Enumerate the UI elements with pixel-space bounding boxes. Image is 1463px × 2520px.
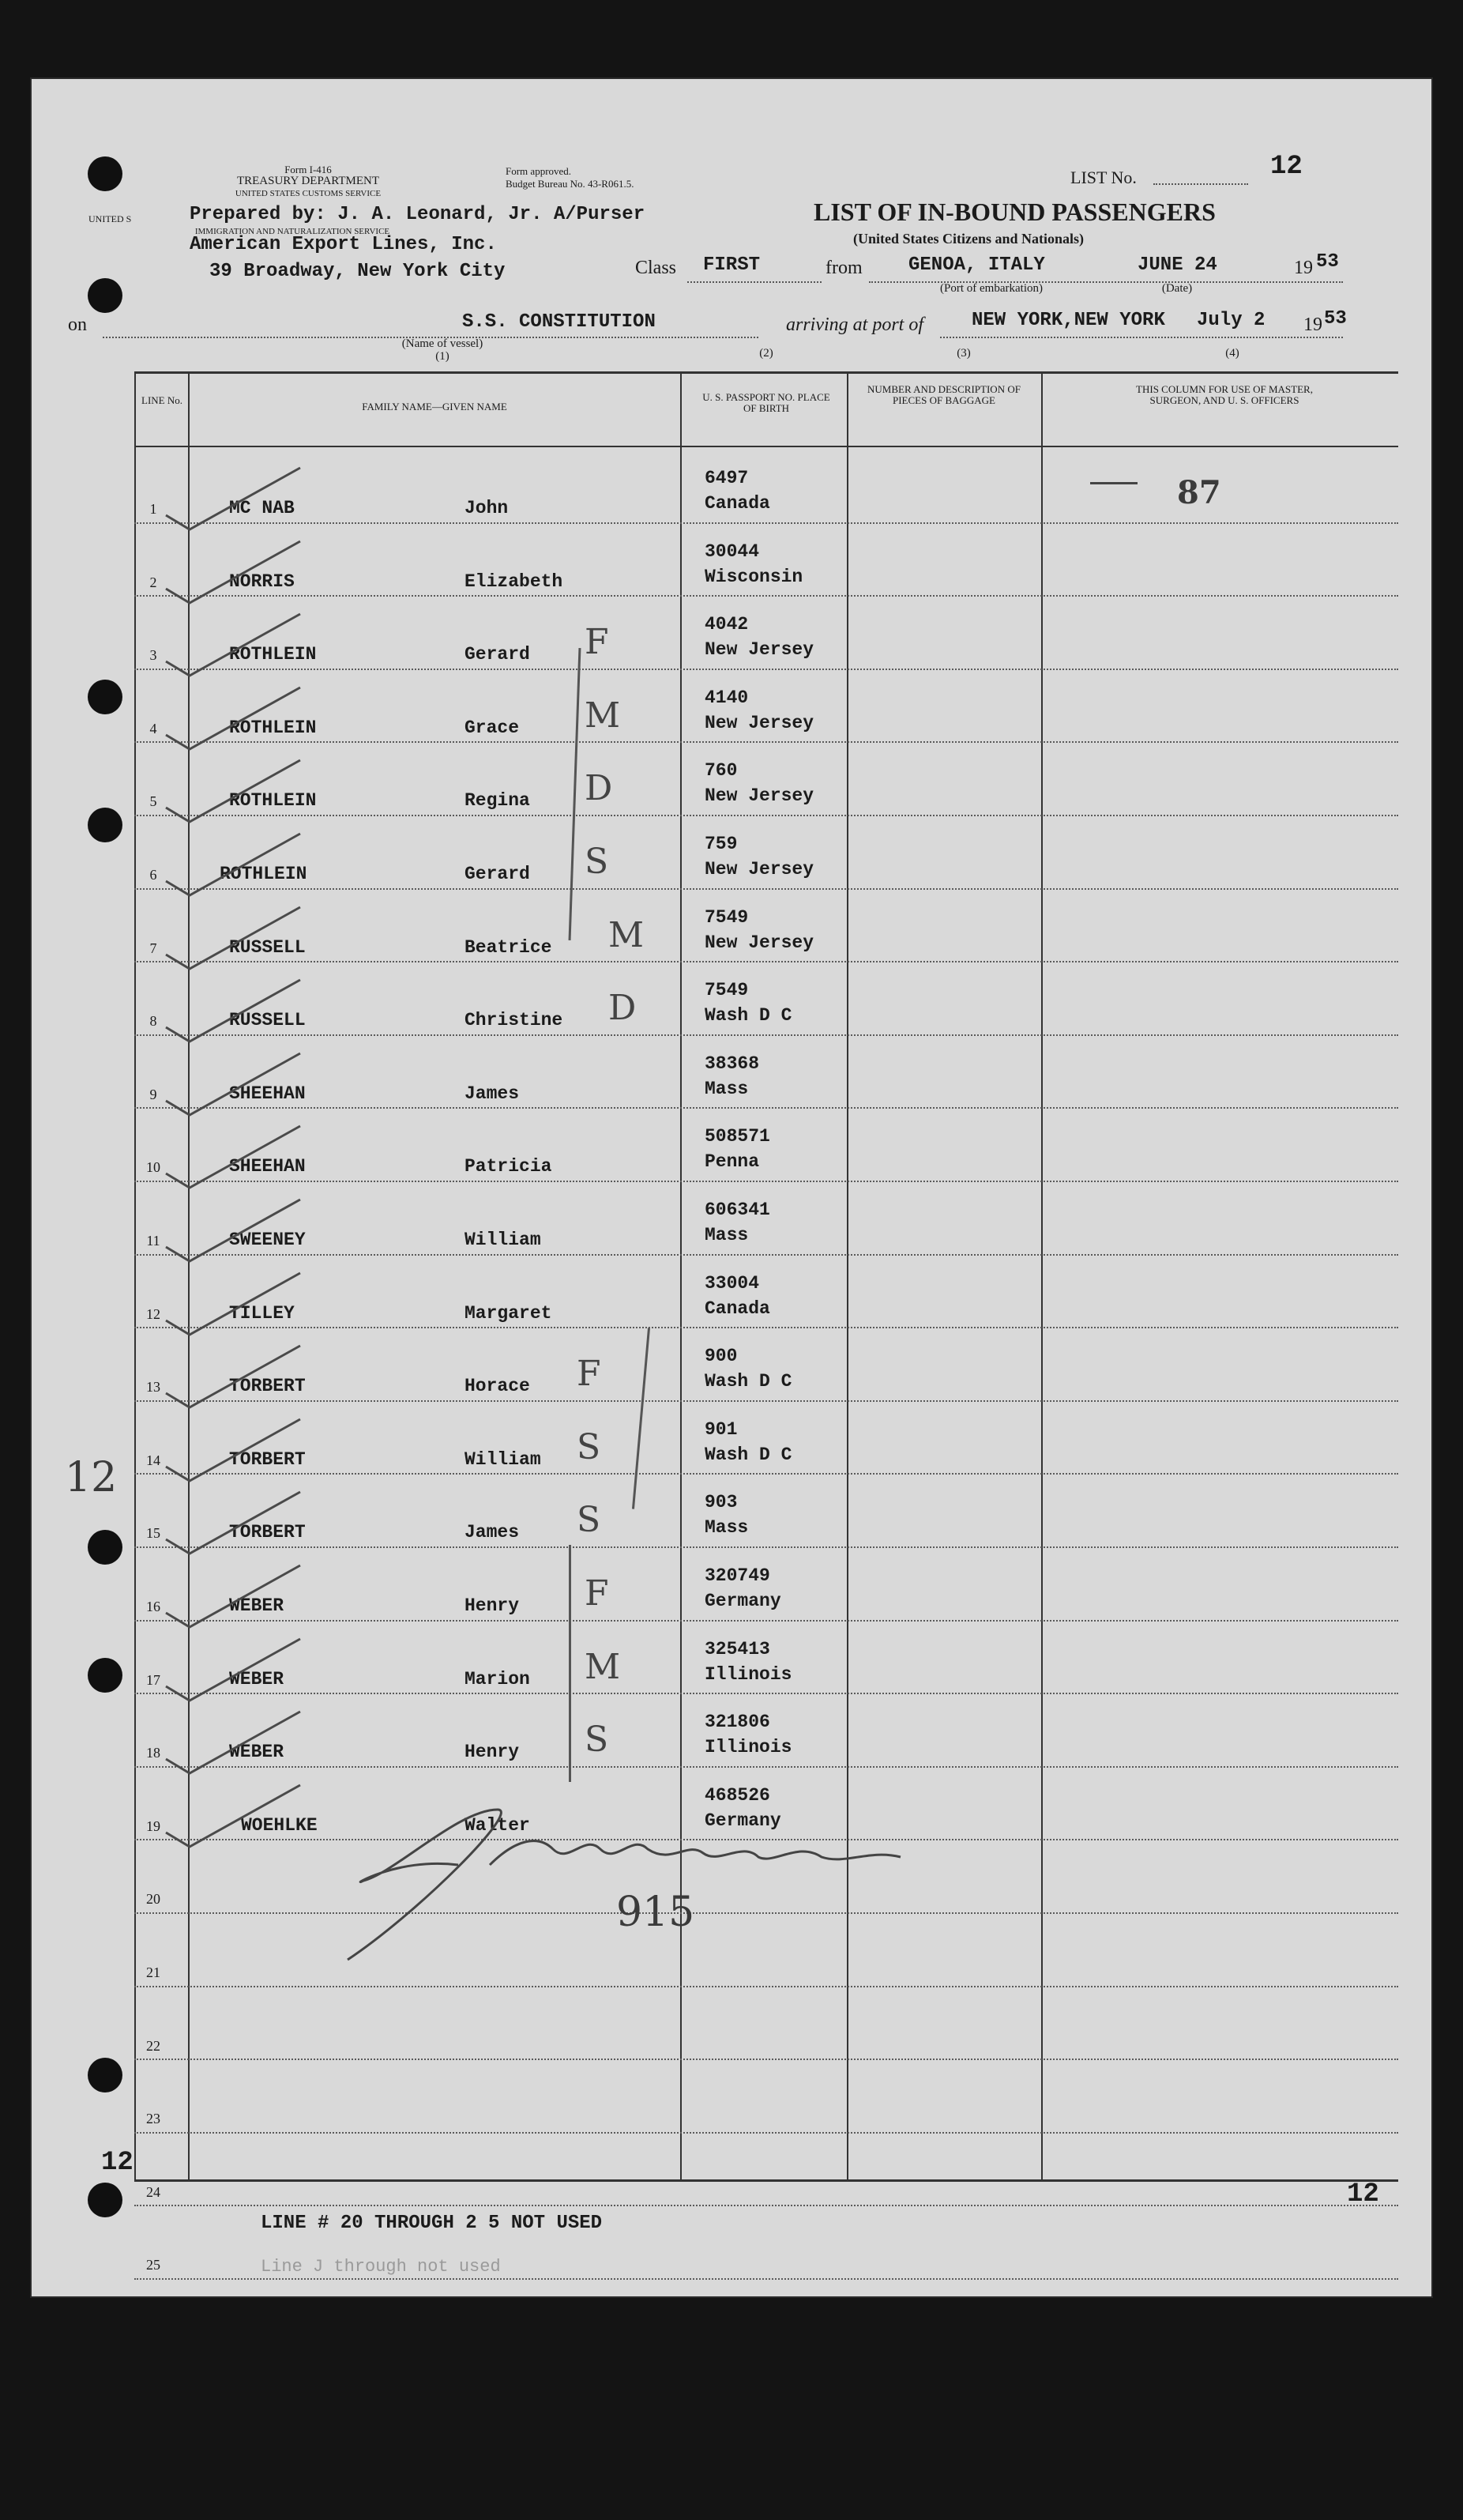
given-name: Patricia xyxy=(464,1156,552,1177)
family-name: RUSSELL xyxy=(229,936,306,958)
page-subtitle: (United States Citizens and Nationals) xyxy=(853,231,1085,247)
check-mark xyxy=(158,972,308,1051)
dash-mark xyxy=(1090,482,1138,484)
line-number: 23 xyxy=(146,2111,160,2127)
passport-number: 903 xyxy=(705,1492,738,1513)
check-mark xyxy=(158,1192,308,1271)
place-of-birth: New Jersey xyxy=(705,932,814,953)
punch-hole xyxy=(88,2058,122,2092)
footer-note: LINE # 20 THROUGH 2 5 NOT USED xyxy=(261,2213,603,2234)
place-of-birth: Wash D C xyxy=(705,1444,792,1465)
place-of-birth: New Jersey xyxy=(705,785,814,807)
check-mark xyxy=(158,460,308,539)
passport-number: 900 xyxy=(705,1346,738,1367)
row-divider xyxy=(134,1400,1398,1402)
place-of-birth: Canada xyxy=(705,1298,770,1319)
place-of-birth: Germany xyxy=(705,1591,781,1611)
punch-hole xyxy=(88,680,122,714)
margin-mark: 12 xyxy=(65,1454,118,1501)
given-name: Elizabeth xyxy=(464,571,563,592)
row-divider xyxy=(134,1034,1398,1036)
place-of-birth: Wash D C xyxy=(705,1005,792,1026)
family-bracket xyxy=(569,648,581,940)
passport-number: 33004 xyxy=(705,1272,760,1294)
table-left-border xyxy=(134,371,136,2181)
left-page-number: 12 xyxy=(101,2148,134,2178)
check-mark xyxy=(158,826,308,905)
given-name: Gerard xyxy=(464,644,530,665)
given-name: Christine xyxy=(464,1010,563,1031)
line-number: 9 xyxy=(149,1086,157,1102)
united-states-label: UNITED S xyxy=(88,213,132,224)
preparer-line-1: Prepared by: J. A. Leonard, Jr. A/Purser xyxy=(190,204,645,225)
date-caption: (Date) xyxy=(1161,282,1193,295)
given-name: James xyxy=(464,1083,520,1104)
year-2: 53 xyxy=(1324,308,1347,330)
check-mark xyxy=(158,1777,308,1856)
line-number: 3 xyxy=(149,647,157,664)
passport-number: 4042 xyxy=(705,614,749,635)
line-number: 8 xyxy=(149,1013,157,1030)
preparer-line-2: American Export Lines, Inc. xyxy=(190,234,497,255)
passport-number: 606341 xyxy=(705,1200,770,1220)
budget-bureau: Budget Bureau No. 43-R061.5. xyxy=(506,178,634,190)
family-name: ROTHLEIN xyxy=(229,790,317,812)
given-name: Walter xyxy=(464,1814,530,1836)
punch-hole xyxy=(88,1658,122,1693)
check-mark xyxy=(158,1411,308,1490)
year-prefix-1: 19 xyxy=(1294,258,1313,278)
check-mark xyxy=(158,1118,308,1197)
row-divider xyxy=(134,1254,1398,1256)
passport-number: 6497 xyxy=(705,468,749,488)
given-name: William xyxy=(464,1230,541,1250)
row-divider xyxy=(134,2132,1398,2134)
row-divider xyxy=(134,2278,1398,2280)
signature-number: 915 xyxy=(616,1889,695,1936)
given-name: Beatrice xyxy=(464,936,552,958)
departure-date: JUNE 24 xyxy=(1138,254,1217,276)
form-sheet: Form I-416 TREASURY DEPARTMENT UNITED STATES CUSTOMS SERVICE UNITED S IMMIGRATION AND NATURALIZATION SERVICE Form approved. Budget Bureau No. 43-R061.5. LIST No. 12 LIST OF IN-BOUND PASSENGERS (United States Citizens and Nationals) Prepared by: J. A. Leonard, Jr. A/Purser American Export Lines, Inc. 39 Broadway, New York City Class FIRST from GENOA, ITALY (Port of embarkation) JUNE 24 (Date) 19 53 on S.S. CONSTITUTION (Name of vessel) (1) arriving at port of NEW YORK,NEW YORK July 2 19 53 (2) (3) (4) LINE No. FAMILY NAME—GIVEN NAME U. S. PASSPORT NO. PLACE OF BIRTH NUMBER AND DESCRIPTION OF PIECES OF BAGGAGE THIS COLUMN FOR USE OF MASTER, SURGEON, AND U. S. OFFICERS 1 MC NAB John 6497 Canada 2 NORRIS Elizabeth 30044 Wisconsin 3 ROTHLEIN Gerard 4042 New Jersey F 4 ROTHLEIN Grace 4140 New Jersey M 5 ROTHLEIN Regina 760 New Jersey D 6 ROTHLEIN Gerard 759 New Jersey S 7 RUSSELL Beatrice 7549 New Jersey M 8 RUSSELL Christine 7549 Wash D C D 9 SHEEHAN James 38368 Mass 10 SHEEHAN Patricia 508571 Penna 11 SWEENEY William 606341 Mass 12 TILLEY Margaret 33004 Canada 13 TORBERT Horace 900 Wash D C F 14 TORBERT William 901 Wash D C S 15 TORBERT James 903 Mass S 16 WEBER Henry 320749 Germany F 17 WEBER Marion 325413 Illinois M 18 WEBER Henry 321806 Illinois S 19 WOEHLKE Walter 468526 Germany 20 21 22 23 24 25 87 915 LINE # 20 THROUGH 2 5 NOT USED Line J through not used 12 12 12 xyxy=(32,79,1431,2296)
passport-number: 38368 xyxy=(705,1053,760,1074)
class-label: Class xyxy=(635,258,677,278)
family-role-mark: S xyxy=(577,1500,601,1541)
punch-hole xyxy=(88,156,122,191)
check-mark xyxy=(158,533,308,612)
form-approved: Form approved. xyxy=(506,165,572,177)
line-number: 19 xyxy=(146,1817,160,1834)
vessel-caption: (Name of vessel) xyxy=(401,337,483,350)
check-mark xyxy=(158,680,308,759)
check-mark xyxy=(158,1045,308,1124)
given-name: Margaret xyxy=(464,1302,552,1324)
row-divider xyxy=(134,1620,1398,1622)
passport-number: 30044 xyxy=(705,541,760,562)
row-divider xyxy=(134,1546,1398,1548)
row-divider xyxy=(134,2205,1398,2206)
place-of-birth: Illinois xyxy=(705,1663,792,1685)
place-of-birth: New Jersey xyxy=(705,712,814,733)
row-divider xyxy=(134,522,1398,524)
family-name: WOEHLKE xyxy=(241,1814,318,1836)
line-number: 13 xyxy=(146,1379,160,1396)
list-number-rule xyxy=(1153,183,1248,185)
given-name: Marion xyxy=(464,1668,530,1689)
line-number: 20 xyxy=(146,1891,160,1908)
place-of-birth: Mass xyxy=(705,1225,749,1245)
check-mark xyxy=(158,1484,308,1563)
line-number: 2 xyxy=(149,574,157,590)
family-name: TORBERT xyxy=(229,1376,306,1397)
row-divider xyxy=(134,1327,1398,1328)
handwritten-signature xyxy=(300,1778,1011,1983)
passport-number: 4140 xyxy=(705,687,749,708)
on-label: on xyxy=(68,315,87,335)
year-prefix-2: 19 xyxy=(1303,315,1322,335)
family-bracket xyxy=(632,1328,650,1509)
line-number: 11 xyxy=(146,1233,160,1249)
family-name: NORRIS xyxy=(229,571,295,592)
punch-hole xyxy=(88,2183,122,2217)
line-number: 6 xyxy=(149,867,157,883)
family-role-mark: M xyxy=(608,914,645,955)
place-of-birth: Wisconsin xyxy=(705,566,803,587)
page-title: LIST OF IN-BOUND PASSENGERS xyxy=(814,198,1216,226)
row-divider xyxy=(134,1766,1398,1768)
check-mark xyxy=(158,1631,308,1710)
family-name: RUSSELL xyxy=(229,1010,306,1031)
line-number: 18 xyxy=(146,1745,160,1761)
check-mark xyxy=(158,752,308,831)
faint-note: Line J through not used xyxy=(261,2257,501,2277)
year-1: 53 xyxy=(1316,251,1339,273)
place-of-birth: Illinois xyxy=(705,1737,792,1758)
given-name: Gerard xyxy=(464,864,530,884)
header-bottom-border xyxy=(134,446,1398,447)
family-role-mark: S xyxy=(585,842,609,882)
check-mark xyxy=(158,1265,308,1344)
line-number: 5 xyxy=(149,793,157,810)
passport-number: 760 xyxy=(705,760,738,782)
family-role-mark: S xyxy=(585,1720,609,1761)
family-role-mark: D xyxy=(585,768,613,809)
from-label: from xyxy=(826,258,863,278)
place-of-birth: New Jersey xyxy=(705,859,814,880)
row-divider xyxy=(134,1473,1398,1475)
arrival-port: NEW YORK,NEW YORK xyxy=(972,310,1165,331)
family-name: WEBER xyxy=(229,1595,284,1616)
list-number-label: LIST No. xyxy=(1070,168,1137,187)
line-no-header: LINE No. xyxy=(141,394,182,406)
passport-number: 468526 xyxy=(705,1784,770,1806)
row-divider xyxy=(134,595,1398,597)
row-divider xyxy=(134,1693,1398,1694)
given-name: Henry xyxy=(464,1742,520,1763)
place-of-birth: Mass xyxy=(705,1078,749,1099)
line-number: 7 xyxy=(149,940,157,956)
passport-number: 320749 xyxy=(705,1565,770,1586)
row-divider xyxy=(134,1107,1398,1109)
line-number: 22 xyxy=(146,2037,160,2054)
line-number: 21 xyxy=(146,1964,160,1980)
list-number-value: 12 xyxy=(1270,152,1303,182)
preparer-line-3: 39 Broadway, New York City xyxy=(209,261,506,282)
arriving-label: arriving at port of xyxy=(786,315,924,335)
check-mark xyxy=(158,1558,308,1637)
family-name: TILLEY xyxy=(229,1302,295,1324)
line-number: 17 xyxy=(146,1671,160,1688)
check-mark xyxy=(158,1338,308,1417)
line-number: 4 xyxy=(149,720,157,736)
place-of-birth: Canada xyxy=(705,493,770,514)
given-name: Henry xyxy=(464,1595,520,1616)
line-number: 12 xyxy=(146,1305,160,1322)
line-number: 1 xyxy=(149,501,157,517)
form-number: Form I-416 xyxy=(284,164,332,175)
row-divider xyxy=(134,2059,1398,2060)
family-name: WEBER xyxy=(229,1742,284,1763)
port-of-embarkation: GENOA, ITALY xyxy=(908,254,1045,276)
row-divider xyxy=(134,961,1398,962)
line-number: 16 xyxy=(146,1599,160,1614)
family-role-mark: F xyxy=(585,1573,609,1614)
given-name: Horace xyxy=(464,1376,530,1397)
given-name: Grace xyxy=(464,717,520,738)
line-number: 25 xyxy=(146,2257,160,2273)
punch-hole xyxy=(88,278,122,313)
family-name: ROTHLEIN xyxy=(229,717,317,738)
passport-number: 508571 xyxy=(705,1126,770,1147)
port-caption: (Port of embarkation) xyxy=(940,282,1043,295)
table-top-border xyxy=(134,371,1398,374)
department: TREASURY DEPARTMENT xyxy=(236,175,380,187)
right-page-number: 12 xyxy=(1347,2179,1379,2209)
family-role-mark: D xyxy=(608,988,637,1029)
table-bottom-border xyxy=(134,2179,1398,2182)
family-role-mark: S xyxy=(577,1426,601,1467)
row-divider xyxy=(134,1986,1398,1987)
punch-hole xyxy=(88,808,122,842)
family-name: WEBER xyxy=(229,1668,284,1689)
passport-number: 759 xyxy=(705,834,738,854)
passport-number: 7549 xyxy=(705,980,749,1001)
row-divider xyxy=(134,669,1398,670)
given-name: Regina xyxy=(464,790,530,812)
line-number: 15 xyxy=(146,1525,160,1542)
officers-header: THIS COLUMN FOR USE OF MASTER, SURGEON, AND U. S. OFFICERS xyxy=(1136,383,1313,406)
family-bracket xyxy=(569,1545,571,1782)
name-header: FAMILY NAME—GIVEN NAME xyxy=(362,401,507,412)
family-name: MC NAB xyxy=(229,498,295,518)
officer-count: 87 xyxy=(1177,474,1221,511)
row-divider xyxy=(134,888,1398,890)
line-number: 10 xyxy=(146,1159,160,1176)
check-mark xyxy=(158,1704,308,1783)
family-role-mark: M xyxy=(585,1646,621,1687)
immigration-service: IMMIGRATION AND NATURALIZATION SERVICE xyxy=(194,227,390,236)
family-name: SHEEHAN xyxy=(229,1156,306,1177)
punch-hole xyxy=(88,1530,122,1565)
family-name: SWEENEY xyxy=(229,1230,306,1250)
passport-number: 901 xyxy=(705,1418,738,1440)
arrival-date: July 2 xyxy=(1197,310,1266,331)
given-name: John xyxy=(464,498,509,518)
check-mark xyxy=(158,899,308,978)
family-name: TORBERT xyxy=(229,1448,306,1470)
row-divider xyxy=(134,815,1398,816)
class-value: FIRST xyxy=(703,254,761,276)
baggage-header: NUMBER AND DESCRIPTION OF PIECES OF BAGGAGE xyxy=(867,383,1021,406)
family-name: SHEEHAN xyxy=(229,1083,306,1104)
vessel-name: S.S. CONSTITUTION xyxy=(462,311,656,333)
family-name: TORBERT xyxy=(229,1522,306,1543)
place-of-birth: Germany xyxy=(705,1810,781,1831)
customs-service: UNITED STATES CUSTOMS SERVICE xyxy=(235,189,382,198)
given-name: William xyxy=(464,1448,541,1470)
check-mark xyxy=(158,606,308,685)
given-name: James xyxy=(464,1522,520,1543)
place-of-birth: Penna xyxy=(705,1151,760,1173)
family-role-mark: F xyxy=(585,622,609,663)
passport-number: 321806 xyxy=(705,1712,770,1733)
family-name: ROTHLEIN xyxy=(220,864,307,884)
passport-header: U. S. PASSPORT NO. PLACE OF BIRTH xyxy=(702,391,830,414)
line-number: 24 xyxy=(146,2183,160,2200)
passport-number: 7549 xyxy=(705,906,749,928)
row-divider xyxy=(134,741,1398,743)
family-role-mark: M xyxy=(585,695,621,736)
place-of-birth: Mass xyxy=(705,1517,749,1539)
family-name: ROTHLEIN xyxy=(229,644,317,665)
place-of-birth: New Jersey xyxy=(705,639,814,661)
family-role-mark: F xyxy=(577,1354,601,1395)
line-number: 14 xyxy=(146,1452,160,1468)
row-divider xyxy=(134,1181,1398,1182)
passport-number: 325413 xyxy=(705,1638,770,1659)
place-of-birth: Wash D C xyxy=(705,1371,792,1392)
